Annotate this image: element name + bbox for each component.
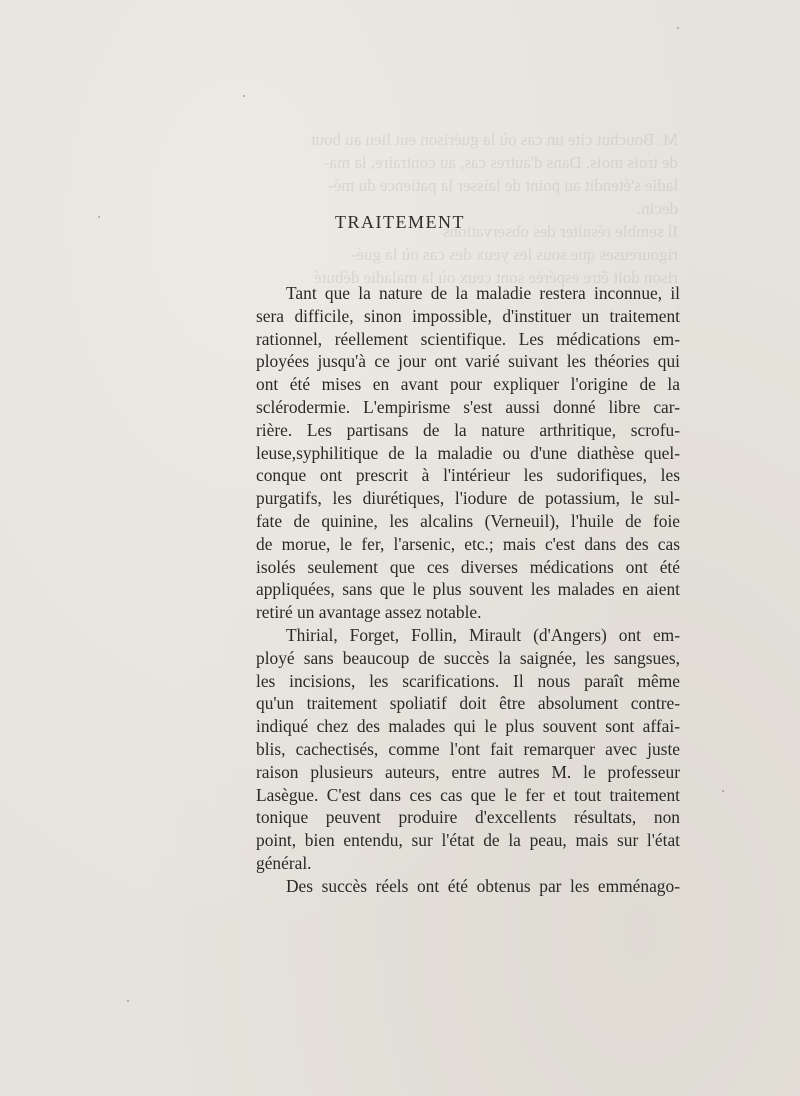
paragraph-2 [256, 624, 680, 875]
paper-speck [722, 790, 724, 792]
text-line: leuse,syphilitique de la maladie ou d'une diathèse quel- [256, 442, 680, 463]
bleed-line: rigoureuses que sous les yeux des cas où la gué- [350, 245, 678, 264]
text-line: sera difficile, sinon impossible, d'instituer un traitement [256, 305, 680, 326]
bleed-line: decin. [636, 199, 678, 218]
bleed-line: M. Bouchut cite un cas où la guérison eut lieu au bout [310, 130, 678, 149]
bleed-line: de trois mois. Dans d'autres cas, au contraire, la ma- [323, 153, 678, 172]
text-line: indiqué chez des malades qui le plus souvent sont affai- [256, 716, 680, 737]
paper-speck [243, 95, 245, 97]
text-line: tonique peuvent produire d'excellents résultats, non [256, 807, 680, 828]
paper-speck [677, 27, 679, 29]
section-title: TRAITEMENT [335, 212, 465, 232]
text-line: isolés seulement que ces diverses médications ont été [256, 556, 680, 577]
text-line: qu'un traitement spoliatif doit être absolument contre- [256, 693, 680, 714]
bleed-line: rison doit être espérée sont ceux où la maladie débuté [314, 268, 678, 287]
text-line: raison plusieurs auteurs, entre autres M. le professeur [256, 761, 680, 782]
text-line: ont été mises en avant pour expliquer l'origine de la [256, 374, 680, 395]
text-line: rière. Les partisans de la nature arthritique, scrofu- [256, 419, 680, 440]
paragraph-1 [256, 282, 680, 624]
text-line: appliquées, sans que le plus souvent les malades en aient [256, 579, 680, 600]
paper-speck [127, 1000, 129, 1002]
text-line: fate de quinine, les alcalins (Verneuil), l'huile de foie [256, 510, 680, 531]
text-line: Des succès réels ont été obtenus par les emménago- [286, 875, 680, 896]
text-line: général. [256, 852, 312, 873]
text-line: Thirial, Forget, Follin, Mirault (d'Angers) ont em- [286, 624, 680, 645]
text-line: Lasègue. C'est dans ces cas que le fer et tout traitement [256, 784, 680, 805]
text-line: retiré un avantage assez notable. [256, 602, 482, 623]
paragraph-3 [256, 875, 680, 898]
text-line: de morue, le fer, l'arsenic, etc.; mais c'est dans des cas [256, 533, 680, 554]
text-line: ployées jusqu'à ce jour ont varié suivant les théories qui [256, 351, 680, 372]
text-line: point, bien entendu, sur l'état de la peau, mais sur l'état [256, 830, 680, 851]
bleed-line: Il semble résulter des observations [442, 222, 678, 241]
text-line: les incisions, les scarifications. Il nous paraît même [256, 670, 680, 691]
text-line: ployé sans beaucoup de succès la saignée, les sangsues, [256, 647, 680, 668]
text-line: rationnel, réellement scientifique. Les médications em- [256, 328, 680, 349]
text-line: Tant que la nature de la maladie restera inconnue, il [286, 283, 680, 303]
text-line: blis, cachectisés, comme l'ont fait remarquer avec juste [256, 738, 680, 759]
text-line: purgatifs, les diurétiques, l'iodure de potassium, le sul- [256, 488, 680, 509]
bleed-line: ladie s'étendit au point de laisser la patience du mé- [327, 176, 678, 195]
paper-speck [98, 216, 100, 218]
text-line: conque ont prescrit à l'intérieur les sudorifiques, les [256, 465, 680, 486]
text-line: sclérodermie. L'empirisme s'est aussi donné libre car- [256, 396, 680, 417]
body-text [256, 282, 680, 898]
bleed-through-text [258, 128, 678, 289]
